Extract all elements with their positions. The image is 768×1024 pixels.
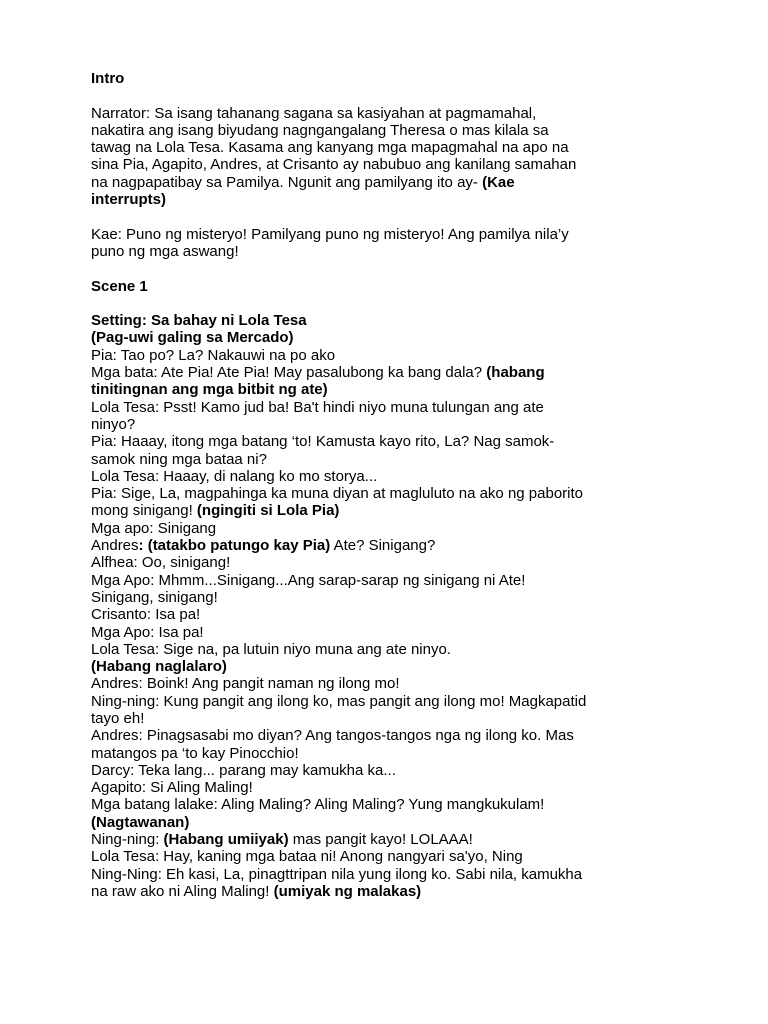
text-segment: Darcy: Teka lang... parang may kamukha ka... [91,761,396,779]
text-segment: Pia: Haaay, itong mga batang ‘to! Kamusta kayo rito, La? Nag samok- [91,433,555,451]
text-line [91,572,691,589]
text-line [91,381,691,398]
text-line [91,122,691,139]
text-segment: Lola Tesa: Psst! Kamo jud ba! Ba't hindi niyo muna tulungan ang ate [91,398,544,416]
bold-segment: (Kae [482,173,515,191]
text-line [91,451,691,468]
text-line [91,139,691,156]
bold-segment: (Nagtawanan) [91,813,190,831]
text-line [91,226,691,243]
bold-segment: (Habang umiiyak) [163,831,289,849]
blank-line [91,295,691,312]
text-line [91,468,691,485]
text-segment: Mga apo: Sinigang [91,519,217,537]
bold-segment: : (tatakbo patungo kay Pia) [138,537,331,555]
text-line [91,779,691,796]
text-segment: Andres: Pinagsasabi mo diyan? Ang tangos-tangos nga ng ilong ko. Mas [91,727,574,745]
text-segment: puno ng mga aswang! [91,242,239,260]
text-line [91,502,691,519]
text-line [91,174,691,191]
text-line [91,848,691,865]
text-segment: Pia: Sige, La, magpahinga ka muna diyan at magluluto na ako ng paborito [91,485,583,503]
text-line [91,693,691,710]
text-segment: Mga Apo: Mhmm...Sinigang...Ang sarap-sarap ng sinigang ni Ate! [91,571,526,589]
text-line [91,243,691,260]
text-segment: ninyo? [91,415,136,433]
bold-segment: (Pag-uwi galing sa Mercado) [91,329,294,347]
text-segment: Ning-ning: Kung pangit ang ilong ko, mas pangit ang ilong mo! Magkapatid [91,692,587,710]
text-line [91,364,691,381]
text-line [91,416,691,433]
text-line [91,745,691,762]
text-line [91,675,691,692]
text-segment: Sinigang, sinigang! [91,588,218,606]
text-segment: Ning-Ning: Eh kasi, La, pinagttripan nila yung ilong ko. Sabi nila, kamukha [91,865,583,883]
bold-segment: (umiyak ng malakas) [273,882,422,900]
text-segment: samok ning mga bataa ni? [91,450,267,468]
text-line [91,278,691,295]
text-line [91,433,691,450]
text-line [91,520,691,537]
text-segment: Lola Tesa: Haaay, di nalang ko mo storya... [91,467,378,485]
text-line [91,624,691,641]
text-line [91,883,691,900]
text-segment: Mga batang lalake: Aling Maling? Aling Maling? Yung mangkukulam! [91,796,545,814]
text-line [91,589,691,606]
text-line [91,105,691,122]
text-segment: mong sinigang! [91,502,197,520]
text-segment: Mga Apo: Isa pa! [91,623,204,641]
text-line [91,70,691,87]
text-line [91,606,691,623]
bold-segment: (Habang naglalaro) [91,658,227,676]
text-segment: Narrator: Sa isang tahanang sagana sa kasiyahan at pagmamahal, [91,104,537,122]
bold-segment: Intro [91,70,125,87]
text-line [91,710,691,727]
text-segment: Ate? Sinigang? [330,537,436,555]
bold-segment: Scene 1 [91,277,148,295]
text-line [91,347,691,364]
text-line [91,191,691,208]
text-segment: Crisanto: Isa pa! [91,606,201,624]
bold-segment: (ngingiti si Lola Pia) [196,502,340,520]
text-segment: Andres [91,537,139,555]
text-line [91,537,691,554]
text-line [91,329,691,346]
text-segment: Lola Tesa: Hay, kaning mga bataa ni! Anong nangyari sa'yo, Ning [91,848,523,866]
text-segment: tayo eh! [91,709,145,727]
text-line [91,485,691,502]
bold-segment: (habang [486,364,545,382]
script-document [91,70,691,900]
text-segment: Mga bata: Ate Pia! Ate Pia! May pasalubong ka bang dala? [91,364,487,382]
blank-line [91,87,691,104]
text-segment: mas pangit kayo! LOLAAA! [288,831,473,849]
text-segment: na raw ako ni Aling Maling! [91,882,274,900]
text-segment: Ning-ning: [91,831,164,849]
bold-segment: tinitingnan ang mga bitbit ng ate) [91,381,328,399]
text-line [91,831,691,848]
bold-segment: Setting: Sa bahay ni Lola Tesa [91,312,307,330]
text-line [91,554,691,571]
text-line [91,796,691,813]
text-segment: na nagpapatibay sa Pamilya. Ngunit ang pamilyang ito ay- [91,173,483,191]
text-segment: Alfhea: Oo, sinigang! [91,554,231,572]
text-segment: nakatira ang isang biyudang nagngangalang Theresa o mas kilala sa [91,121,549,139]
text-segment: Pia: Tao po? La? Nakauwi na po ako [91,346,336,364]
text-segment: tawag na Lola Tesa. Kasama ang kanyang mga mapagmahal na apo na [91,139,569,157]
text-segment: matangos pa ‘to kay Pinocchio! [91,744,299,762]
blank-line [91,208,691,225]
text-line [91,658,691,675]
text-line [91,762,691,779]
text-segment: Lola Tesa: Sige na, pa lutuin niyo muna ang ate ninyo. [91,640,451,658]
text-line [91,399,691,416]
text-line [91,312,691,329]
text-segment: Kae: Puno ng misteryo! Pamilyang puno ng misteryo! Ang pamilya nila’y [91,225,569,243]
text-line [91,814,691,831]
blank-line [91,260,691,277]
text-line [91,866,691,883]
text-line [91,727,691,744]
text-segment: Andres: Boink! Ang pangit naman ng ilong mo! [91,675,400,693]
text-line [91,641,691,658]
bold-segment: interrupts) [91,191,166,209]
text-segment: Agapito: Si Aling Maling! [91,779,253,797]
text-line [91,156,691,173]
text-segment: sina Pia, Agapito, Andres, at Crisanto ay nabubuo ang kanilang samahan [91,156,577,174]
